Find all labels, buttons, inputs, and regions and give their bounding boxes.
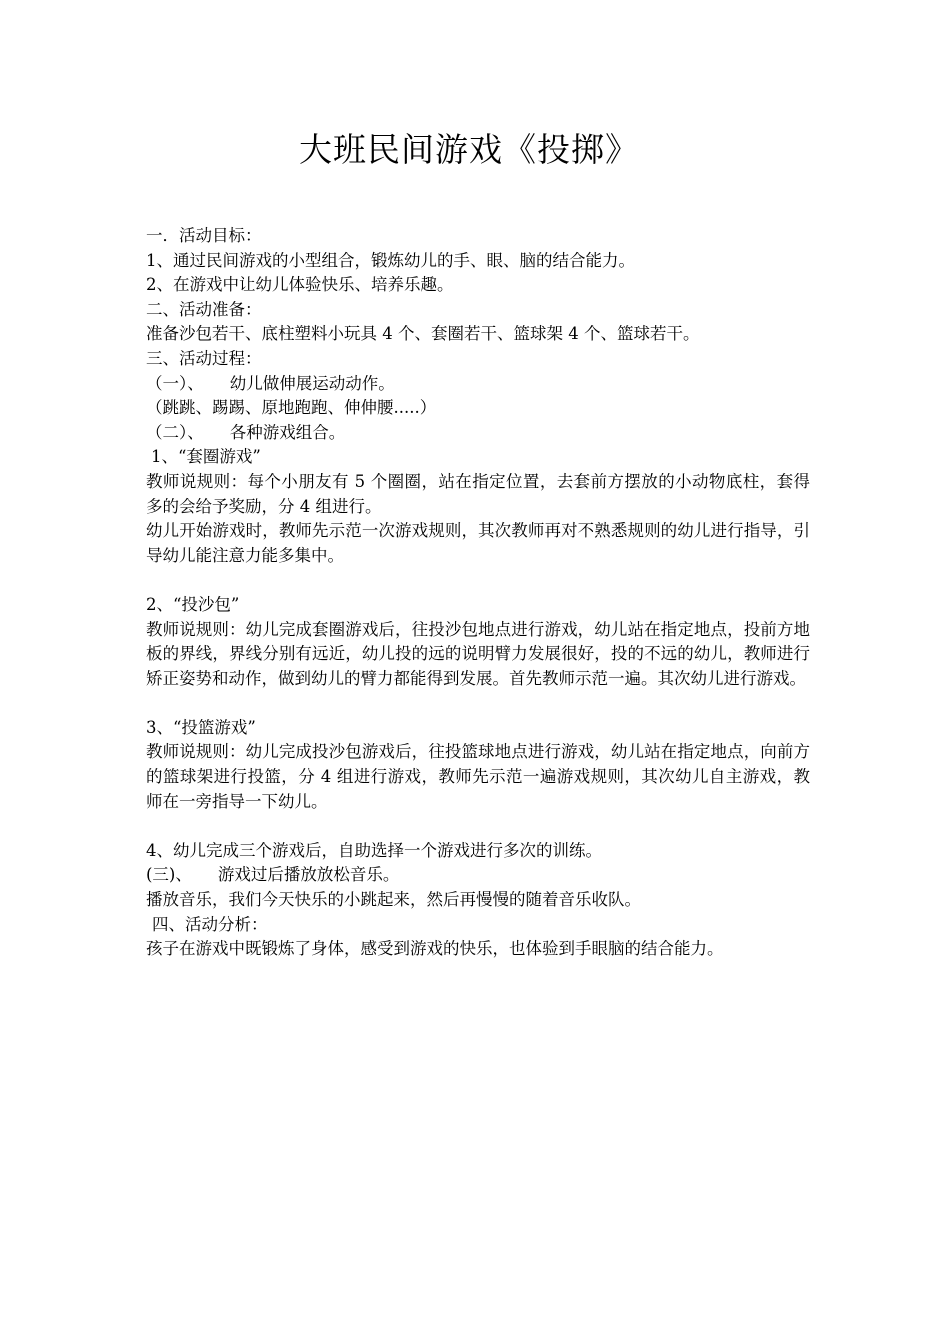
- document-title: 大班民间游戏《投掷》: [299, 130, 639, 169]
- step-1-number: （一）、: [146, 373, 204, 393]
- game-3-rule: 教师说规则：幼儿完成投沙包游戏后，往投篮球地点进行游戏，幼儿站在指定地点，向前方的篮球架进行投篮，分 4 组进行游戏，教师先示范一遍游戏规则，其次幼儿自主游戏，教师在一旁指导一下幼儿。: [146, 742, 810, 811]
- step-3-text: 游戏过后播放放松音乐。: [217, 865, 400, 885]
- game-1-note: 幼儿开始游戏时，教师先示范一次游戏规则，其次教师再对不熟悉规则的幼儿进行指导，引导幼儿能注意力能多集中。: [146, 521, 810, 565]
- spacer: [146, 568, 810, 593]
- step-1-detail: （跳跳、踢踢、原地跑跑、伸伸腰.....）: [146, 398, 437, 418]
- spacer: [146, 814, 810, 839]
- prep-text: 准备沙包若干、底柱塑料小玩具 4 个、套圈若干、篮球架 4 个、篮球若干。: [146, 324, 700, 344]
- step-3-number: (三)、: [146, 865, 192, 885]
- game-3-title: 3、“投篮游戏”: [146, 717, 256, 737]
- goal-heading: 一．活动目标：: [146, 226, 262, 245]
- goal-item-2: 2、在游戏中让幼儿体验快乐、培养乐趣。: [146, 275, 454, 295]
- step-2-number: （二）、: [146, 422, 204, 442]
- spacer: [146, 691, 810, 716]
- step-1-line: [146, 372, 810, 397]
- goal-item-1: 1、通过民间游戏的小型组合，锻炼幼儿的手、眼、脑的结合能力。: [146, 250, 635, 270]
- step-3-line: [146, 863, 810, 888]
- game-2-rule: 教师说规则：幼儿完成套圈游戏后，往投沙包地点进行游戏，幼儿站在指定地点，投前方地板的界线，界线分别有远近，幼儿投的远的说明臂力发展很好，投的不远的幼儿，教师进行矫正姿势和动作，做到幼儿的臂力都能得到发展。首先教师示范一遍。其次幼儿进行游戏。: [146, 619, 810, 688]
- game-4-text: 4、幼儿完成三个游戏后，自助选择一个游戏进行多次的训练。: [146, 840, 602, 860]
- game-1-title: 1、“套圈游戏”: [151, 447, 261, 467]
- step-3-detail: 播放音乐，我们今天快乐的小跳起来，然后再慢慢的随着音乐收队。: [146, 890, 641, 910]
- document-body: [146, 224, 810, 962]
- game-2-title: 2、“投沙包”: [146, 594, 240, 614]
- step-2-text: 各种游戏组合。: [229, 422, 346, 442]
- process-heading: 三、活动过程：: [146, 348, 262, 368]
- analysis-heading: 四、活动分析：: [152, 914, 268, 934]
- prep-heading: 二、活动准备：: [146, 299, 262, 319]
- game-1-rule: 教师说规则：每个小朋友有 5 个圈圈，站在指定位置，去套前方摆放的小动物底柱，套得多的会给予奖励，分 4 组进行。: [146, 471, 810, 516]
- step-2-line: [146, 421, 810, 446]
- step-1-text: 幼儿做伸展运动动作。: [229, 373, 395, 393]
- analysis-text: 孩子在游戏中既锻炼了身体，感受到游戏的快乐，也体验到手眼脑的结合能力。: [146, 939, 724, 959]
